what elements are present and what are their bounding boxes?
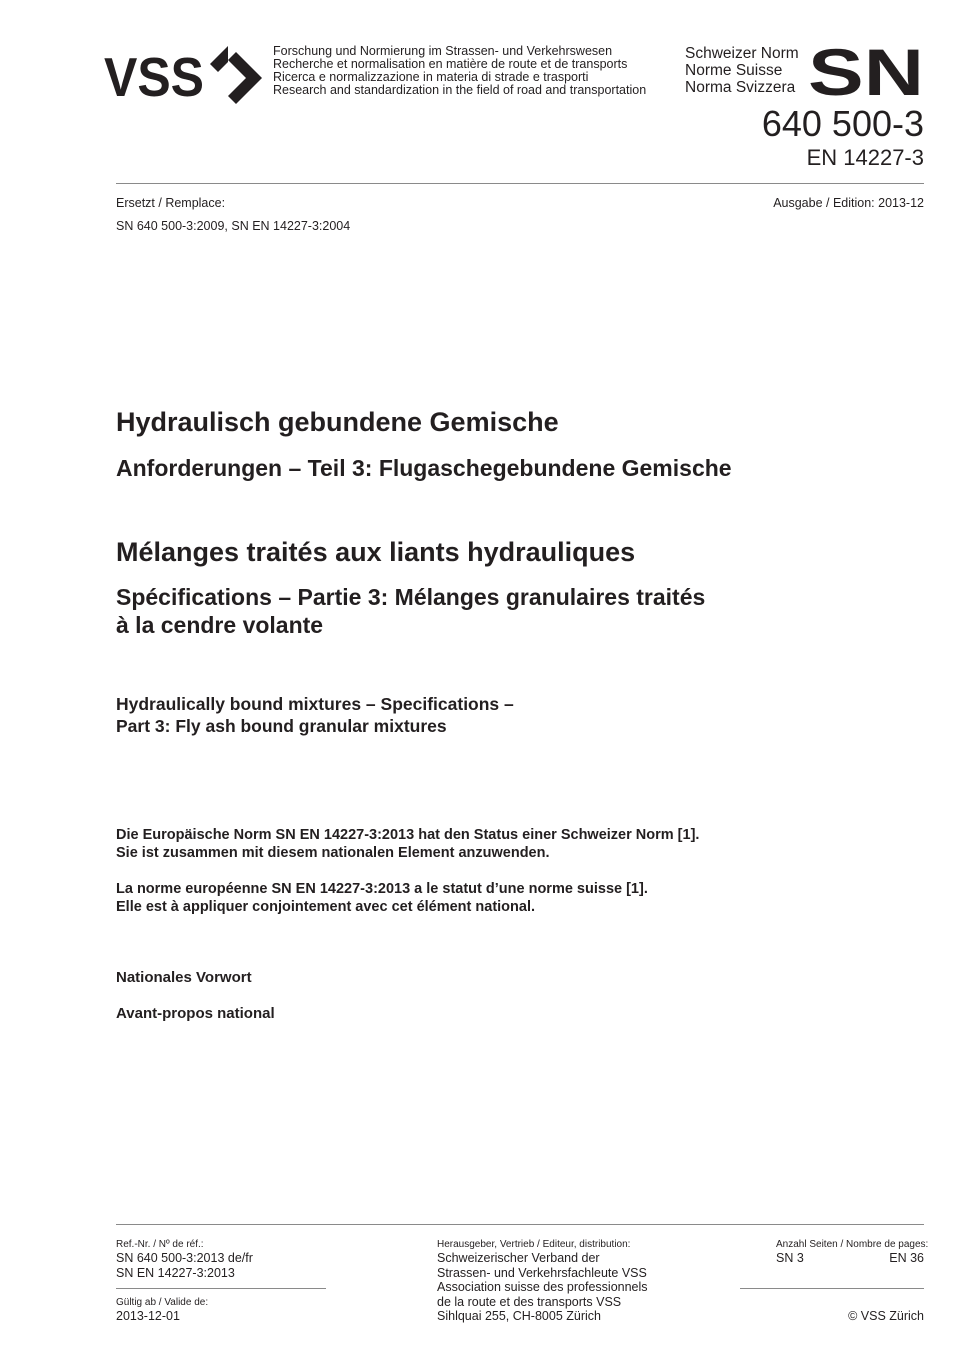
status-fr-line1: La norme européenne SN EN 14227-3:2013 a le statut d’une norme suisse [1]. xyxy=(116,881,648,897)
sn-logo-text: SN xyxy=(808,44,924,96)
pages-label: Anzahl Seiten / Nombre de pages: xyxy=(776,1239,929,1250)
title-de-sub: Anforderungen – Teil 3: Flugaschegebundene Gemische xyxy=(116,455,732,481)
publisher-label: Herausgeber, Vertrieb / Editeur, distribution: xyxy=(437,1239,631,1250)
footer-divider xyxy=(116,1224,924,1225)
copyright: © VSS Zürich xyxy=(848,1309,924,1323)
valid-value: 2013-12-01 xyxy=(116,1309,180,1323)
ref-line1: SN 640 500-3:2013 de/fr xyxy=(116,1251,253,1265)
title-en-line2: Part 3: Fly ash bound granular mixtures xyxy=(116,716,447,736)
foreword-fr: Avant-propos national xyxy=(116,1005,275,1022)
pages-en: EN 36 xyxy=(889,1251,924,1265)
norm-line-de: Schweizer Norm xyxy=(685,45,799,62)
norm-line-it: Norma Svizzera xyxy=(685,79,796,96)
publisher-line4: de la route et des transports VSS xyxy=(437,1294,622,1309)
org-line-it: Ricerca e normalizzazione in materia di strade e trasporti xyxy=(273,70,589,84)
title-de-main: Hydraulisch gebundene Gemische xyxy=(116,407,559,437)
pages-sn: SN 3 xyxy=(776,1251,804,1265)
publisher-line5: Sihlquai 255, CH-8005 Zürich xyxy=(437,1309,601,1323)
edition-label: Ausgabe / Edition: 2013-12 xyxy=(773,196,924,210)
publisher-line2: Strassen- und Verkehrsfachleute VSS xyxy=(437,1265,647,1280)
replaces-label: Ersetzt / Remplace: xyxy=(116,196,226,210)
vss-logo-text: VSS xyxy=(104,46,204,104)
ref-value xyxy=(116,1251,253,1280)
standard-number: 640 500-3 xyxy=(761,103,924,144)
vss-logo xyxy=(104,42,266,104)
sn-logo xyxy=(808,44,926,96)
org-line-en: Research and standardization in the field of road and transportation xyxy=(273,83,647,97)
ref-label: Ref.-Nr. / Nº de réf.: xyxy=(116,1239,204,1250)
org-line-de: Forschung und Normierung im Strassen- und Verkehrswesen xyxy=(273,44,613,58)
foreword-de: Nationales Vorwort xyxy=(116,969,252,986)
publisher-line3: Association suisse des professionnels xyxy=(437,1280,648,1294)
vss-chevron-icon xyxy=(210,46,262,104)
status-fr xyxy=(116,880,648,916)
title-fr-main: Mélanges traités aux liants hydrauliques xyxy=(116,537,636,567)
title-fr-sub xyxy=(116,583,705,639)
title-en-line1: Hydraulically bound mixtures – Specifications – xyxy=(116,694,514,714)
en-number: EN 14227-3 xyxy=(806,145,924,170)
replaces-value: SN 640 500-3:2009, SN EN 14227-3:2004 xyxy=(116,219,351,233)
publisher-address xyxy=(437,1251,648,1324)
status-de-line2: Sie ist zusammen mit diesem nationalen Element anzuwenden. xyxy=(116,845,550,861)
norm-label xyxy=(685,45,799,96)
publisher-line1: Schweizerischer Verband der xyxy=(437,1251,600,1265)
ref-divider xyxy=(116,1288,326,1289)
status-fr-line2: Elle est à appliquer conjointement avec cet élément national. xyxy=(116,899,536,915)
org-description xyxy=(273,45,673,97)
valid-label: Gültig ab / Valide de: xyxy=(116,1297,209,1308)
header-divider xyxy=(116,183,924,184)
title-en xyxy=(116,693,514,737)
status-de xyxy=(116,826,699,862)
title-fr-sub-line2: à la cendre volante xyxy=(116,612,324,638)
norm-line-fr: Norme Suisse xyxy=(685,62,783,79)
title-fr-sub-line1: Spécifications – Partie 3: Mélanges granulaires traités xyxy=(116,584,706,610)
ref-line2: SN EN 14227-3:2013 xyxy=(116,1265,235,1280)
pages-divider xyxy=(740,1288,924,1289)
status-de-line1: Die Europäische Norm SN EN 14227-3:2013 hat den Status einer Schweizer Norm [1]. xyxy=(116,827,700,843)
org-line-fr: Recherche et normalisation en matière de route et de transports xyxy=(273,57,628,71)
